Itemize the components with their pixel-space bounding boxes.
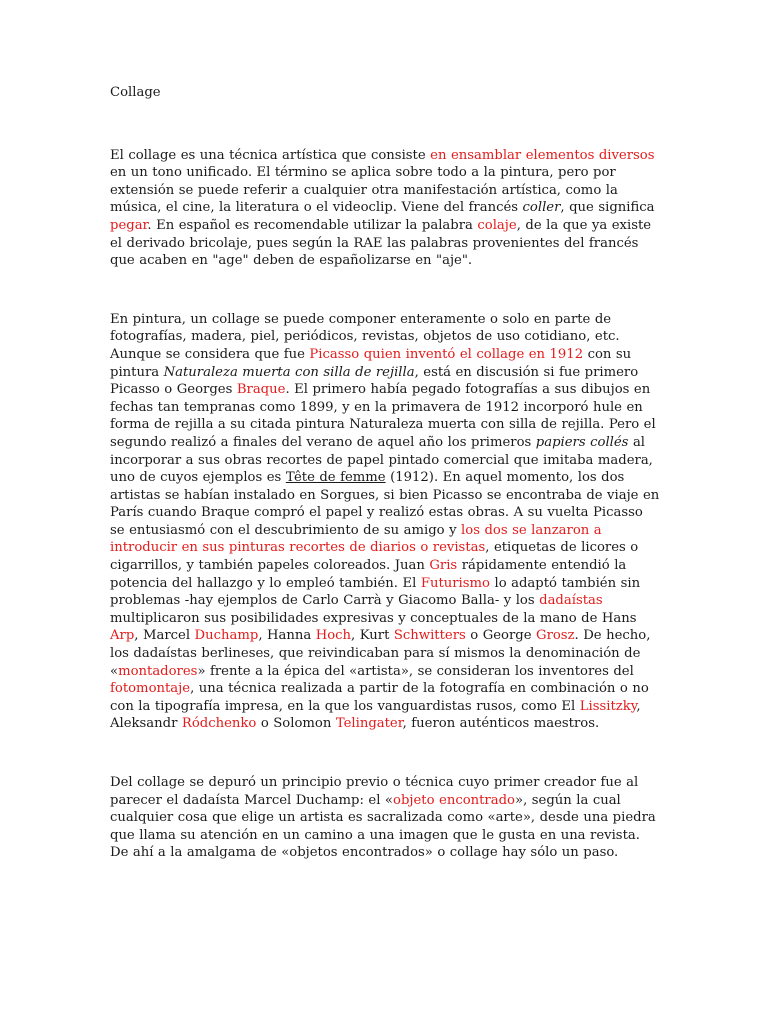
document-title: Collage: [110, 85, 161, 100]
text-run: , etiquetas de licores o cigarrillos, y también papeles coloreados. Juan: [110, 540, 639, 574]
hyperlink[interactable]: Schwitters: [393, 628, 466, 644]
italic-text: papiers collés: [535, 434, 629, 450]
hyperlink[interactable]: Lissitzky: [579, 698, 637, 714]
hyperlink[interactable]: Ródchenko: [181, 716, 257, 732]
text-run: con su pintura: [110, 346, 632, 380]
hyperlink[interactable]: Telingater: [335, 716, 403, 732]
hyperlink[interactable]: colaje: [477, 217, 517, 233]
hyperlink[interactable]: objeto encontrado: [393, 792, 515, 808]
hyperlink[interactable]: pegar: [110, 217, 148, 233]
underlined-title: Tête de femme: [285, 470, 386, 486]
text-run: », según la cual cualquier cosa que elige un artista es sacralizada como «arte», desde una piedra que llama su atención en un camino a una imagen que le gusta en una revista. De ahí a la amalgama de «objetos encontrados» o collage hay sólo un paso.: [110, 792, 656, 861]
hyperlink[interactable]: Duchamp: [194, 628, 259, 644]
text-run: , que significa: [560, 200, 655, 216]
text-run: en un tono unificado. El término se aplica sobre todo a la pintura, pero por extensión se puede referir a cualquier otra manifestación artística, como la música, el cine, la literatura o el videoclip. Viene del francés: [110, 165, 618, 216]
hyperlink[interactable]: Arp: [110, 628, 135, 644]
hyperlink[interactable]: Futurismo: [420, 575, 490, 591]
text-run: lo adaptó también sin problemas -hay ejemplos de Carlo Carrà y Giacomo Balla- y los: [110, 575, 641, 609]
text-run: Del collage se depuró un principio previo o técnica cuyo primer creador fue al parecer el dadaísta Marcel Duchamp: el «: [110, 775, 639, 808]
text-run: rápidamente entendió la potencia del hallazgo y lo empleó también. El: [110, 558, 627, 591]
text-run: . En español es recomendable utilizar la palabra: [147, 217, 478, 233]
hyperlink[interactable]: fotomontaje: [110, 681, 191, 697]
text-run: » frente a la épica del «artista», se consideran los inventores del: [197, 663, 634, 679]
hyperlink[interactable]: Hoch: [315, 628, 352, 644]
text-run: multiplicaron sus posibilidades expresivas y conceptuales de la mano de Hans: [110, 610, 637, 626]
hyperlink[interactable]: Grosz: [536, 628, 575, 644]
text-run: , está en discusión si fue primero Picasso o Georges: [110, 364, 639, 398]
text-run: , Hanna: [258, 628, 316, 644]
italic-text: Naturaleza muerta con silla de rejilla: [163, 364, 415, 380]
text-run: , Marcel: [134, 628, 195, 644]
text-run: El collage es una técnica artística que consiste: [110, 147, 431, 163]
hyperlink[interactable]: en ensamblar elementos diversos: [430, 147, 655, 163]
text-run: En pintura, un collage se puede componer enteramente o solo en parte de fotografías, madera, piel, periódicos, revistas, objetos de uso cotidiano, etc. Aunque se considera que fue: [110, 311, 620, 362]
text-run: . El primero había pegado fotografías a sus dibujos en fechas tan tempranas como 1899, y en la primavera de 1912 incorporó hule en forma de rejilla a su citada pintura Naturaleza muerta con silla de rejilla. Pero el segundo realizó a finales del verano de aquel año los primeros: [110, 382, 656, 450]
hyperlink[interactable]: los dos se lanzaron a introducir en sus pinturas recortes de diarios o revistas: [110, 522, 602, 556]
text-run: , Aleksandr: [110, 698, 641, 732]
paragraph: [110, 147, 660, 270]
document-page: [110, 84, 660, 862]
hyperlink[interactable]: Braque: [236, 382, 286, 398]
hyperlink[interactable]: dadaístas: [539, 593, 603, 609]
text-run: al incorporar a sus obras recortes de papel pintado comercial que imitaba madera, uno de cuyos ejemplos es: [110, 434, 653, 486]
hyperlink[interactable]: Picasso quien inventó el collage en 1912: [309, 346, 584, 362]
text-run: o George: [465, 628, 537, 644]
text-run: . De hecho, los dadaístas berlineses, que reivindicaban para sí mismos la denominación de «: [110, 628, 651, 679]
paragraph: [110, 311, 660, 733]
paragraph: [110, 774, 660, 862]
text-run: , Kurt: [351, 628, 394, 644]
text-run: , de la que ya existe el derivado bricolaje, pues según la RAE las palabras provenientes del francés que acaben en "age" deben de españolizarse en "aje".: [110, 217, 652, 269]
text-run: o Solomon: [256, 716, 336, 732]
text-run: , una técnica realizada a partir de la fotografía en combinación o no con la tipografía impresa, en la que los vanguardistas rusos, como El: [110, 681, 649, 714]
italic-text: coller: [522, 200, 561, 216]
hyperlink[interactable]: Gris: [429, 558, 458, 574]
hyperlink[interactable]: montadores: [118, 663, 198, 679]
text-run: , fueron auténticos maestros.: [402, 716, 600, 732]
text-run: (1912). En aquel momento, los dos artistas se habían instalado en Sorgues, si bien Picasso se encontraba de viaje en París cuando Braque compró el papel y realizó estas obras. A su vuelta Picasso se entusiasmó con el descubrimiento de su amigo y: [110, 470, 660, 538]
